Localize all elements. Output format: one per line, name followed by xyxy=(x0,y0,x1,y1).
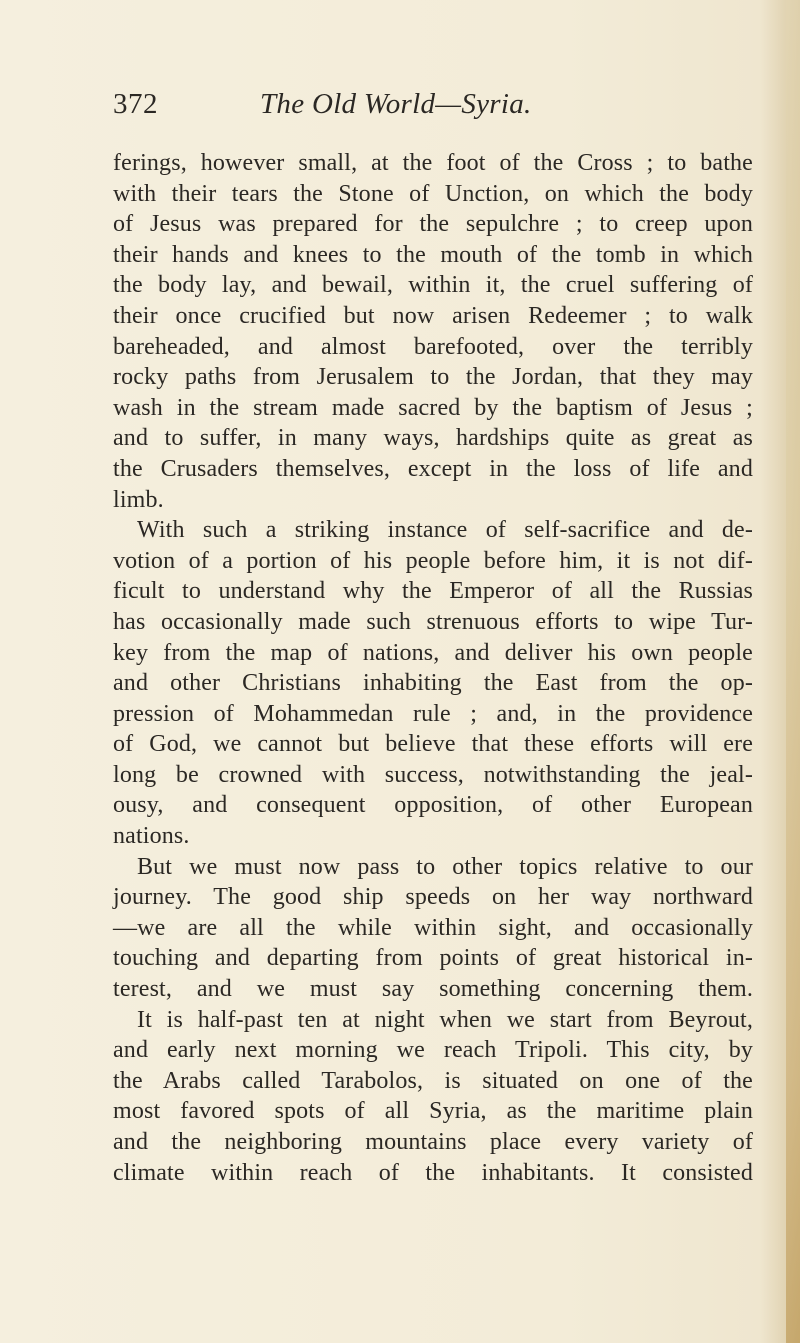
text-line: pression of Mohammedan rule ; and, in the providence xyxy=(113,700,753,727)
text-line: bareheaded, and almost barefooted, over the terribly xyxy=(113,333,753,360)
text-line: climate within reach of the inhabitants. It consisted xyxy=(113,1159,753,1186)
text-line: most favored spots of all Syria, as the maritime plain xyxy=(113,1098,753,1125)
page-edge-stain xyxy=(786,0,800,1343)
text-line: of Jesus was prepared for the sepulchre ; to creep upon xyxy=(113,211,753,238)
text-line: with their tears the Stone of Unction, on which the body xyxy=(113,180,753,207)
text-line: the Crusaders themselves, except in the loss of life and xyxy=(113,455,753,482)
text-line: the Arabs called Tarabolos, is situated on one of the xyxy=(113,1067,753,1094)
text-line: and other Christians inhabiting the East from the op- xyxy=(113,670,753,697)
text-line: limb. xyxy=(113,486,164,513)
text-line: ferings, however small, at the foot of the Cross ; to bathe xyxy=(113,150,753,176)
text-line: terest, and we must say something concerning them. xyxy=(113,976,753,1003)
text-line: journey. The good ship speeds on her way northward xyxy=(113,884,753,911)
paragraph-start: But we must now pass to other topics relative to our xyxy=(137,853,753,880)
text-line: and early next morning we reach Tripoli. This city, by xyxy=(113,1037,753,1064)
text-line: votion of a portion of his people before him, it is not dif- xyxy=(113,547,753,574)
text-line: and to suffer, in many ways, hardships quite as great as xyxy=(113,425,753,452)
body-text xyxy=(113,148,753,1188)
text-line: their once crucified but now arisen Redeemer ; to walk xyxy=(113,302,753,329)
text-line: rocky paths from Jerusalem to the Jordan, that they may xyxy=(113,364,753,391)
text-line: their hands and knees to the mouth of the tomb in which xyxy=(113,241,753,268)
page-number: 372 xyxy=(113,88,158,120)
text-line: touching and departing from points of great historical in- xyxy=(113,945,753,972)
text-line: of God, we cannot but believe that these efforts will ere xyxy=(113,731,753,758)
text-line: —we are all the while within sight, and occasionally xyxy=(113,914,753,941)
text-line: long be crowned with success, notwithstanding the jeal- xyxy=(113,761,753,788)
text-line: key from the map of nations, and deliver his own people xyxy=(113,639,753,666)
text-line: has occasionally made such strenuous efforts to wipe Tur- xyxy=(113,608,753,635)
text-line: ousy, and consequent opposition, of other European xyxy=(113,792,753,819)
running-title: The Old World—Syria. xyxy=(260,88,532,120)
text-line: ficult to understand why the Emperor of all the Russias xyxy=(113,578,753,605)
paragraph-start: With such a striking instance of self-sacrifice and de- xyxy=(137,517,753,544)
page-header xyxy=(113,88,753,128)
paragraph-start: It is half-past ten at night when we start from Beyrout, xyxy=(137,1006,753,1033)
text-line: wash in the stream made sacred by the baptism of Jesus ; xyxy=(113,394,753,421)
text-line: and the neighboring mountains place every variety of xyxy=(113,1129,753,1155)
text-line: the body lay, and bewail, within it, the cruel suffering of xyxy=(113,272,753,299)
text-line: nations. xyxy=(113,823,190,850)
